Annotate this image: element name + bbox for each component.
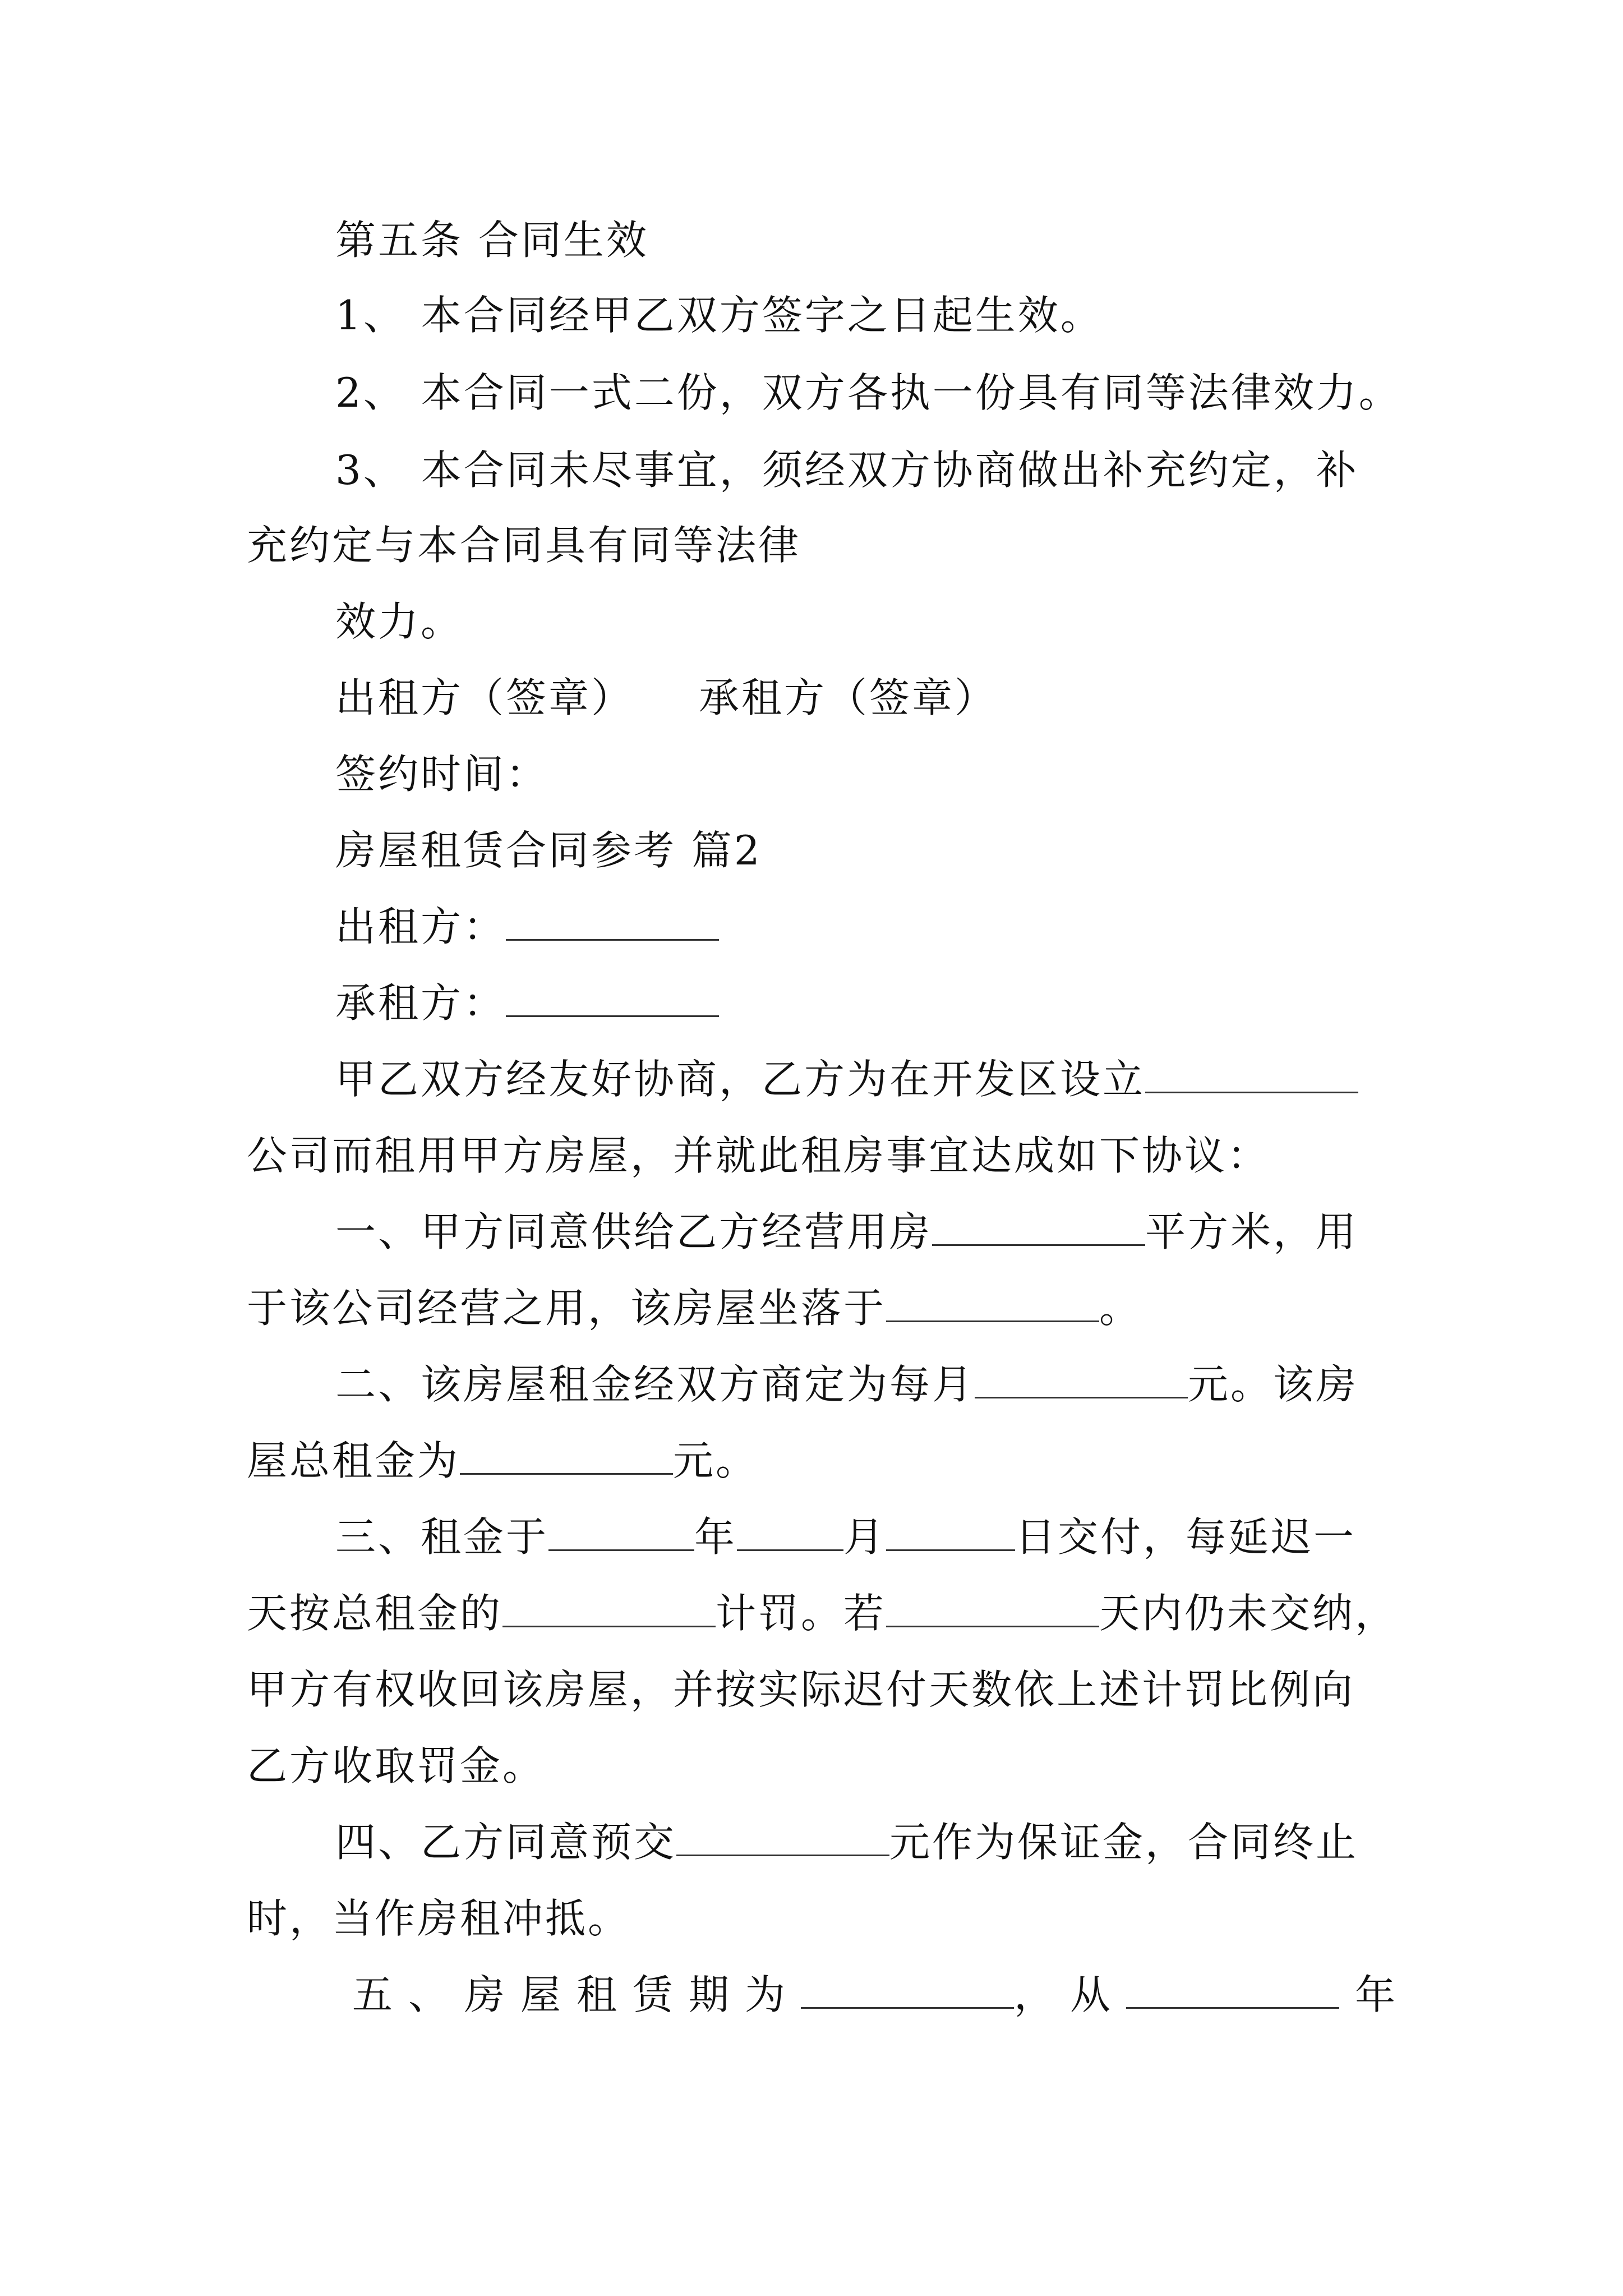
item-1-text-d: 。 xyxy=(1099,1285,1142,1332)
item-3-text-e: 天按总租金的 xyxy=(247,1590,503,1637)
item-3-line-3: 甲方有权收回该房屋，并按实际迟付天数依上述计罚比例向 xyxy=(247,1666,1355,1713)
item-1-text-a: 一、甲方同意供给乙方经营用房 xyxy=(335,1208,933,1255)
lessee-line xyxy=(335,975,719,1031)
clause-1: 1、 本合同经甲乙双方签字之日起生效。 xyxy=(335,292,1103,339)
item-5-text-c: 年 xyxy=(1355,1971,1412,2018)
item-1-text-b: 平方米，用 xyxy=(1145,1208,1359,1255)
clause-2: 2、 本合同一式二份，双方各执一份具有同等法律效力。 xyxy=(335,369,1401,416)
month-blank xyxy=(737,1516,843,1551)
day-blank xyxy=(886,1516,1015,1551)
item-2-text-c: 屋总租金为 xyxy=(247,1437,460,1484)
intro-line-1 xyxy=(335,1051,1358,1107)
lessee-label: 承租方： xyxy=(335,979,506,1027)
item-1-line-2 xyxy=(247,1280,1142,1336)
item-4-line-2: 时，当作房租冲抵。 xyxy=(247,1895,631,1942)
area-blank xyxy=(932,1211,1145,1246)
lessor-line xyxy=(335,899,719,955)
item-3-text-b: 年 xyxy=(694,1513,737,1561)
item-2-line-1 xyxy=(335,1356,1358,1412)
lessor-blank xyxy=(506,905,719,941)
article-5-heading: 第五条 合同生效 xyxy=(335,217,649,264)
item-3-text-d: 日交付，每延迟一 xyxy=(1015,1513,1357,1561)
monthly-rent-blank xyxy=(975,1363,1188,1398)
item-3-line-1 xyxy=(335,1509,1356,1565)
item-3-text-g: 天内仍未交纳， xyxy=(1099,1590,1398,1637)
intro-text: 甲乙双方经友好协商，乙方为在开发区设立 xyxy=(335,1056,1146,1103)
location-blank xyxy=(886,1287,1099,1322)
item-4-text-b: 元作为保证金，合同终止 xyxy=(889,1819,1359,1866)
item-2-line-2 xyxy=(247,1433,758,1489)
year-blank xyxy=(548,1516,694,1551)
deposit-blank xyxy=(676,1821,889,1856)
item-4-line-1 xyxy=(335,1814,1358,1870)
item-1-line-1 xyxy=(335,1204,1358,1260)
item-2-text-a: 二、该房屋租金经双方商定为每月 xyxy=(335,1361,975,1408)
item-3-line-4: 乙方收取罚金。 xyxy=(247,1742,546,1789)
item-3-text-f: 计罚。若 xyxy=(716,1590,887,1637)
total-rent-blank xyxy=(460,1439,673,1475)
intro-line-2: 公司而租用甲方房屋，并就此租房事宜达成如下协议： xyxy=(247,1132,1270,1179)
clause-3-line-2: 充约定与本合同具有同等法律 xyxy=(247,522,801,569)
signature-line: 出租方（签章） 承租方（签章） xyxy=(335,674,998,721)
item-2-text-d: 元。 xyxy=(673,1437,759,1484)
item-1-text-c: 于该公司经营之用，该房屋坐落于 xyxy=(247,1285,887,1332)
item-2-text-b: 元。该房 xyxy=(1188,1361,1359,1408)
clause-3-line-3: 效力。 xyxy=(335,598,464,645)
lessee-blank xyxy=(506,982,719,1017)
signing-date: 签约时间： xyxy=(335,751,549,798)
item-3-text-c: 月 xyxy=(843,1513,887,1561)
item-3-text-a: 三、租金于 xyxy=(335,1513,549,1561)
section-title: 房屋租赁合同参考 篇2 xyxy=(335,827,762,874)
item-4-text-a: 四、乙方同意预交 xyxy=(335,1819,677,1866)
item-3-line-2 xyxy=(247,1585,1398,1641)
company-blank xyxy=(1145,1058,1358,1093)
lessor-label: 出租方： xyxy=(335,903,506,950)
from-year-blank xyxy=(1126,1973,1339,2009)
days-blank xyxy=(886,1592,1099,1627)
clause-3-line-1: 3、 本合同未尽事宜，须经双方协商做出补充约定，补 xyxy=(335,447,1359,494)
item-5-text-b: ，从 xyxy=(1014,1971,1127,2018)
term-blank xyxy=(801,1973,1014,2009)
item-5-line-1 xyxy=(352,1967,1411,2023)
item-5-text-a: 五、房屋租赁期为 xyxy=(352,1971,801,2018)
penalty-rate-blank xyxy=(502,1592,716,1627)
